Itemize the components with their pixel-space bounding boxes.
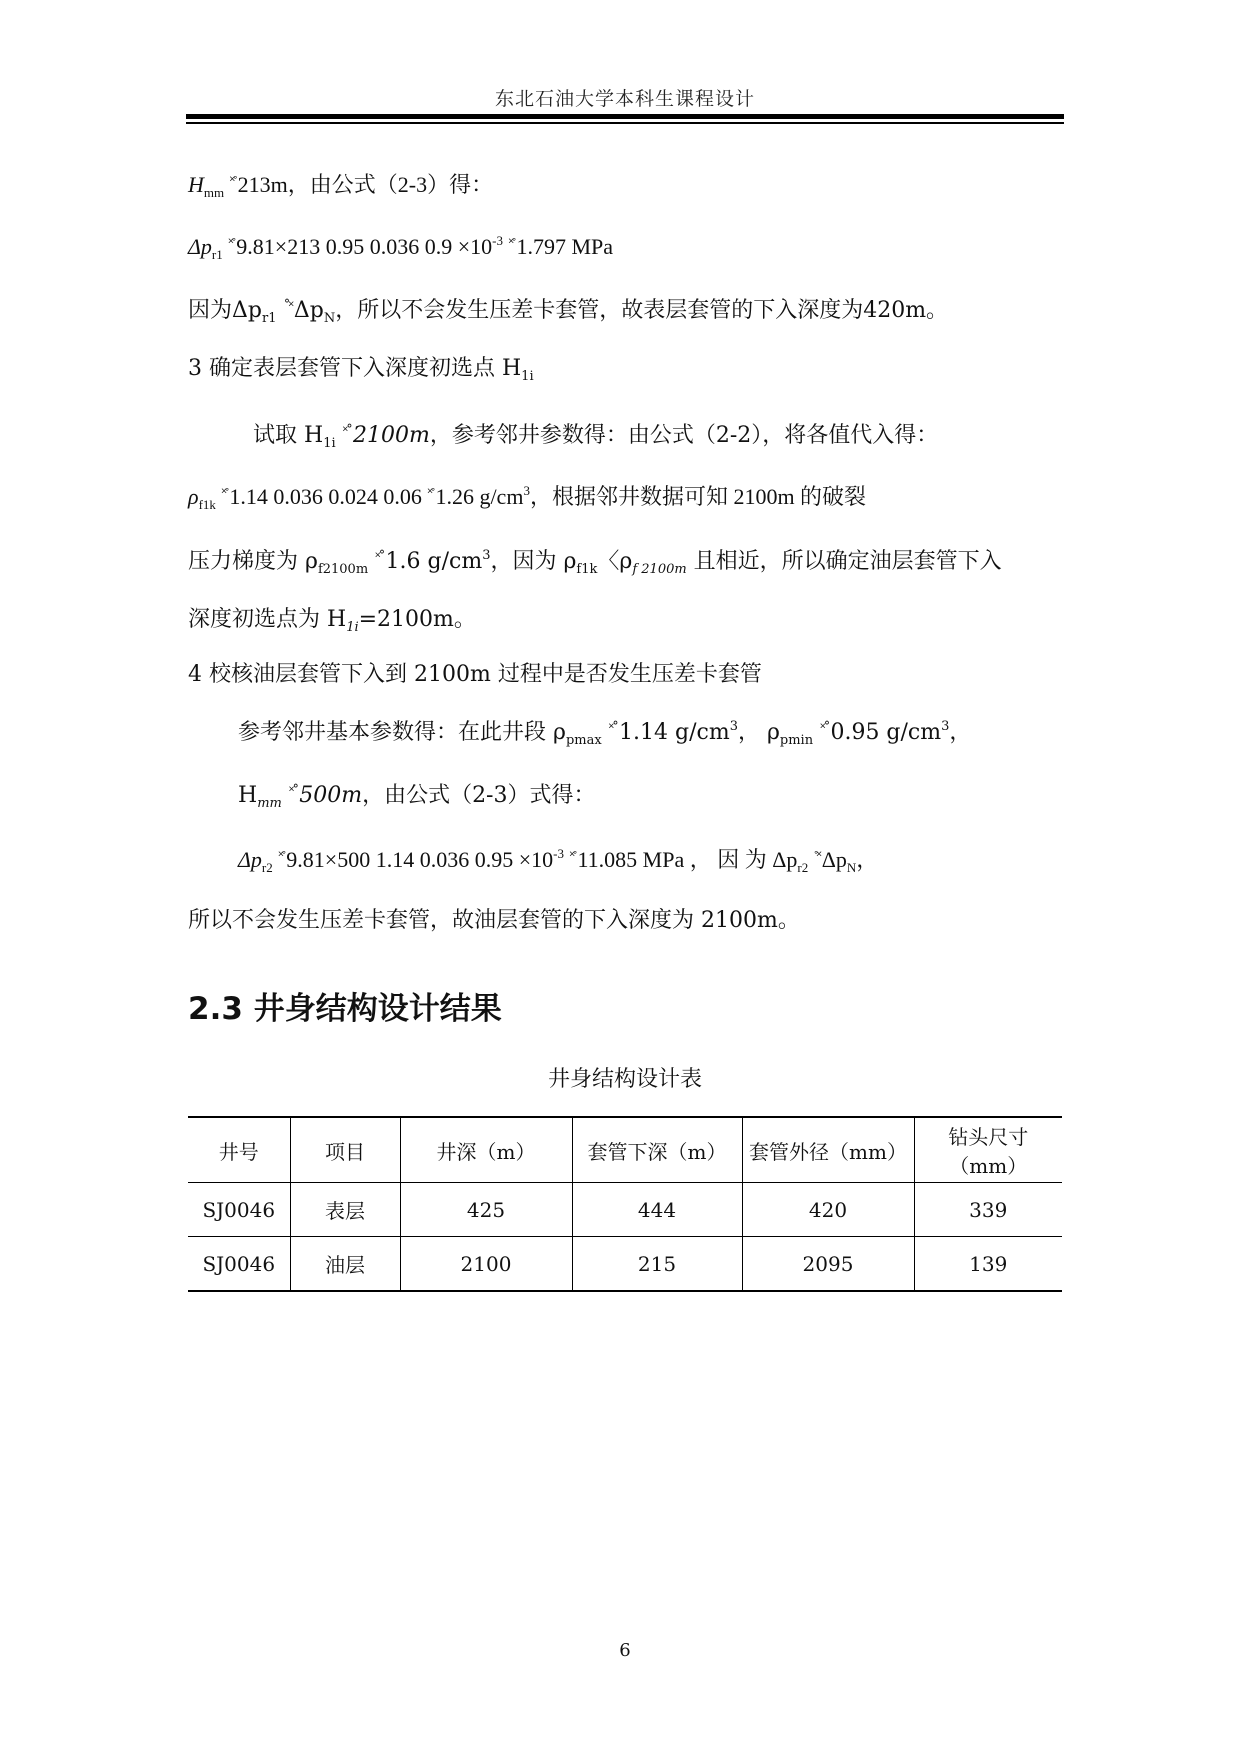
subscript: mm bbox=[203, 185, 225, 200]
text: Δp bbox=[293, 298, 324, 323]
table-cell: 420 bbox=[742, 1183, 914, 1237]
text: 1.797 MPa bbox=[516, 234, 614, 259]
subscript: r1 bbox=[261, 311, 277, 326]
text: 4 校核油层套管下入到 2100m 过程中是否发生压差卡套管 bbox=[188, 662, 762, 687]
text: ， bbox=[856, 847, 879, 872]
formula-line-2 bbox=[188, 230, 613, 262]
section-heading: 2.3 井身结构设计结果 bbox=[188, 991, 502, 1027]
text: ，因为 ρ bbox=[490, 549, 577, 574]
subscript: r1 bbox=[211, 247, 223, 262]
superscript: 3 bbox=[729, 719, 738, 734]
subscript: 1i bbox=[323, 436, 336, 451]
relation-glyph: ˟˚ bbox=[608, 721, 618, 737]
text: =2100m。 bbox=[358, 607, 476, 632]
text: 9.81×213 0.95 0.036 0.9 ×10 bbox=[236, 234, 493, 259]
column-header: 套管下深（m） bbox=[572, 1117, 742, 1183]
text: 且相近，所以确定油层套管下入 bbox=[686, 549, 1002, 574]
relation-glyph: ˟˚ bbox=[228, 237, 235, 252]
text: 213m，由公式（2-3）得： bbox=[237, 172, 494, 197]
symbol: Δp bbox=[238, 847, 262, 872]
page-number: 6 bbox=[619, 1640, 631, 1661]
symbol: Δp bbox=[188, 234, 212, 259]
text: 所以不会发生压差卡套管，故油层套管的下入深度为 2100m。 bbox=[188, 908, 800, 933]
value: 500m bbox=[299, 783, 363, 808]
formula-line-6 bbox=[188, 480, 866, 512]
text: 〈ρ bbox=[597, 549, 633, 574]
value: 1.26 g/cm bbox=[435, 484, 524, 509]
value: 0.95 g/cm bbox=[830, 720, 942, 745]
column-header-line: （mm） bbox=[949, 1154, 1028, 1178]
text: ，参考邻井参数得：由公式（2-2），将各值代入得： bbox=[429, 423, 939, 448]
value: 1.6 g/cm bbox=[385, 549, 483, 574]
table-cell: 215 bbox=[572, 1237, 742, 1292]
relation-glyph: ˚˟ bbox=[283, 299, 292, 315]
subscript: f2100m bbox=[317, 562, 369, 577]
text: ， 因 为 Δp bbox=[684, 847, 798, 872]
text: Δp bbox=[821, 847, 847, 872]
relation-glyph: ˟˚ bbox=[508, 237, 515, 252]
relation-glyph: ˟˚ bbox=[229, 175, 236, 190]
table-row bbox=[188, 1237, 1062, 1292]
relation-glyph: ˟˚ bbox=[288, 784, 298, 800]
table-cell: 139 bbox=[914, 1237, 1062, 1292]
relation-glyph: ˟˚ bbox=[375, 550, 384, 566]
relation-glyph: ˟˚ bbox=[342, 424, 351, 440]
text: 深度初选点为 H bbox=[188, 607, 347, 632]
subscript: N bbox=[846, 860, 857, 875]
subscript: f 2100m bbox=[632, 562, 687, 577]
text-line-11 bbox=[238, 777, 596, 811]
column-header: 项目 bbox=[290, 1117, 400, 1183]
value: 2100m bbox=[352, 423, 430, 448]
subscript: pmax bbox=[565, 733, 602, 748]
text: ，根据邻井数据可知 2100m 的破裂 bbox=[529, 484, 867, 509]
well-structure-table bbox=[188, 1116, 1062, 1292]
table-cell: 表层 bbox=[290, 1183, 400, 1237]
relation-glyph: ˟˚ bbox=[427, 487, 434, 502]
header-rule-thick bbox=[186, 114, 1064, 119]
text: 因为Δp bbox=[188, 298, 262, 323]
table-row bbox=[188, 1183, 1062, 1237]
text: H bbox=[238, 783, 258, 808]
subscript: 1i bbox=[346, 620, 359, 635]
table-cell: 2100 bbox=[400, 1237, 572, 1292]
table-header-row bbox=[188, 1117, 1062, 1183]
table-cell: 425 bbox=[400, 1183, 572, 1237]
formula-line-1 bbox=[188, 168, 493, 200]
superscript: 3 bbox=[523, 483, 530, 498]
formula-line-12 bbox=[238, 843, 878, 875]
superscript: 3 bbox=[941, 719, 950, 734]
table-cell: 339 bbox=[914, 1183, 1062, 1237]
relation-glyph: ˟˚ bbox=[820, 721, 829, 737]
page-header: 东北石油大学本科生课程设计 bbox=[494, 88, 755, 110]
subscript: r2 bbox=[261, 860, 273, 875]
text: 9.81×500 1.14 0.036 0.95 ×10 bbox=[286, 847, 554, 872]
text-line-5 bbox=[253, 417, 938, 451]
text: ，所以不会发生压差卡套管，故表层套管的下入深度为420m。 bbox=[335, 298, 949, 323]
subscript: 1i bbox=[521, 369, 534, 384]
subscript: f1k bbox=[198, 497, 216, 512]
table-caption: 井身结构设计表 bbox=[547, 1067, 702, 1092]
header-rule-thin bbox=[186, 122, 1064, 124]
table-cell: 444 bbox=[572, 1183, 742, 1237]
numbered-heading-4 bbox=[188, 660, 762, 690]
relation-glyph: ˟˚ bbox=[569, 850, 576, 865]
relation-glyph: ˟˚ bbox=[221, 487, 228, 502]
text: ， bbox=[949, 720, 972, 745]
subscript: r2 bbox=[797, 860, 809, 875]
text-line-7 bbox=[188, 543, 1002, 577]
subscript: mm bbox=[257, 796, 282, 811]
column-header: 井号 bbox=[188, 1117, 290, 1183]
column-header: 井深（m） bbox=[400, 1117, 572, 1183]
text: 参考邻井基本参数得：在此井段 ρ bbox=[238, 720, 566, 745]
text: ， ρ bbox=[737, 720, 780, 745]
text: 3 确定表层套管下入深度初选点 H bbox=[188, 356, 522, 381]
column-header bbox=[914, 1117, 1062, 1183]
superscript: 3 bbox=[482, 548, 491, 563]
value: 11.085 MPa bbox=[577, 847, 685, 872]
text: 压力梯度为 ρ bbox=[188, 549, 318, 574]
superscript: -3 bbox=[553, 846, 564, 861]
text-line-3 bbox=[188, 292, 948, 326]
text: ，由公式（2-3）式得： bbox=[362, 783, 596, 808]
column-header-line: 钻头尺寸 bbox=[948, 1125, 1029, 1149]
numbered-heading-3 bbox=[188, 354, 534, 384]
column-header: 套管外径（mm） bbox=[742, 1117, 914, 1183]
table-cell: 油层 bbox=[290, 1237, 400, 1292]
text: 1.14 0.036 0.024 0.06 bbox=[229, 484, 428, 509]
subscript: N bbox=[323, 311, 336, 326]
table-cell: 2095 bbox=[742, 1237, 914, 1292]
superscript: -3 bbox=[492, 233, 503, 248]
text: 试取 H bbox=[253, 423, 324, 448]
subscript: f1k bbox=[576, 562, 598, 577]
relation-glyph: ˟˚ bbox=[278, 850, 285, 865]
value: 1.14 g/cm bbox=[619, 720, 730, 745]
symbol: ρ bbox=[188, 484, 199, 509]
text-line-13 bbox=[188, 906, 800, 936]
table-cell: SJ0046 bbox=[188, 1237, 290, 1292]
subscript: pmin bbox=[779, 733, 814, 748]
text-line-8 bbox=[188, 605, 476, 635]
table-cell: SJ0046 bbox=[188, 1183, 290, 1237]
symbol: H bbox=[188, 172, 204, 197]
relation-glyph: ˚˟ bbox=[813, 850, 820, 865]
text-line-10 bbox=[238, 714, 971, 748]
